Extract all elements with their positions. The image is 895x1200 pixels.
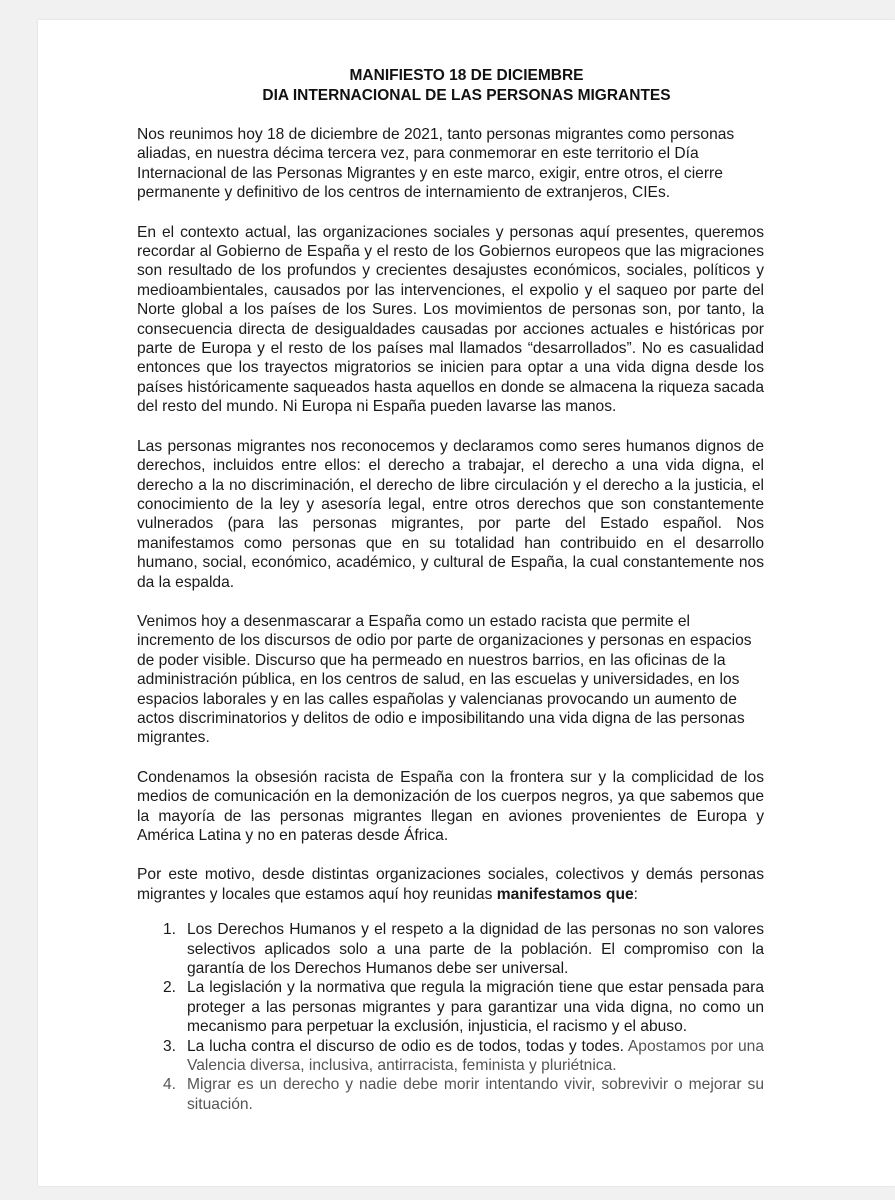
manifest-intro-text: Por este motivo, desde distintas organizaciones sociales, colectivos y demás personas migrantes y locales que estamos aquí hoy reunidas xyxy=(137,866,764,903)
paragraph-context: En el contexto actual, las organizaciones sociales y personas aquí presentes, queremos recordar al Gobierno de España y el resto de los Gobiernos europeos que las migraciones son resultado de los profundos y crecientes desajustes económicos, sociales, políticos y medioambientales, causados por las intervenciones, el expolio y el saqueo por parte del Norte global a los países de los Sures. Los movimientos de personas son, por tanto, la consecuencia directa de desigualdades causadas por acciones actuales e históricas por parte de Europa y el resto de los países mal llamados “desarrollados”. No es casualidad entonces que los trayectos migratorios se inicien para optar a una vida digna desde los países históricamente saqueados hasta aquellos en donde se almacena la riqueza sacada del resto del mundo. Ni Europa ni España pueden lavarse las manos. xyxy=(137,223,764,416)
list-item-text: Migrar es un derecho y nadie debe morir intentando vivir, sobrevivir o mejorar su situación. xyxy=(187,1076,764,1113)
document-title xyxy=(38,66,895,106)
list-item-text: La lucha contra el discurso de odio es de todos, todas y todes. xyxy=(187,1037,628,1055)
manifest-colon: : xyxy=(633,885,638,903)
list-item-text: Los Derechos Humanos y el respeto a la dignidad de las personas no son valores selectivos aplicados solo a una parte de la población. El compromiso con la garantía de los Derechos Humanos debe ser universal. xyxy=(187,921,764,978)
title-line-1: MANIFIESTO 18 DE DICIEMBRE xyxy=(349,67,584,84)
list-item xyxy=(137,978,764,1036)
document-page xyxy=(38,20,895,1186)
list-item-text: La legislación y la normativa que regula la migración tiene que estar pensada para proteger a las personas migrantes y para garantizar una vida digna, no como un mecanismo para perpetuar la exclusión, injusticia, el racismo y el abuso. xyxy=(187,979,764,1036)
list-item-text-grey: Apostamos por una Valencia diversa, inclusiva, antirracista, feminista y pluriétnica. xyxy=(187,1037,764,1075)
list-item xyxy=(137,1075,764,1114)
paragraph-manifest xyxy=(137,865,764,904)
manifest-bold-text: manifestamos que xyxy=(496,885,634,903)
list-item xyxy=(137,1037,764,1076)
paragraph-racism: Venimos hoy a desenmascarar a España como un estado racista que permite el incremento de los discursos de odio por parte de organizaciones y personas en espacios de poder visible. Discurso que ha permeado en nuestros barrios, en las oficinas de la administración pública, en los centros de salud, en las escuelas y universidades, en los espacios laborales y en las calles españolas y valencianas provocando un aumento de actos discriminatorios y delitos de odio e imposibilitando una vida digna de las personas migrantes. xyxy=(137,612,752,747)
list-number: 4. xyxy=(163,1076,177,1094)
paragraph-rights: Las personas migrantes nos reconocemos y declaramos como seres humanos dignos de derechos, incluidos entre ellos: el derecho a trabajar, el derecho a una vida digna, el derecho a la no discriminación, el derecho de libre circulación y el derecho a la justicia, el conocimiento de la ley y asesoría legal, entre otros derechos que son constantemente vulnerados (para las personas migrantes, por parte del Estado español. Nos manifestamos como personas que en su totalidad han contribuido en el desarrollo humano, social, económico, académico, y cultural de España, la cual constantemente nos da la espalda. xyxy=(137,437,764,591)
list-number: 2. xyxy=(163,979,177,997)
list-number: 1. xyxy=(163,921,177,939)
paragraph-border: Condenamos la obsesión racista de España con la frontera sur y la complicidad de los medios de comunicación en la demonización de los cuerpos negros, ya que sabemos que la mayoría de las personas migrantes llegan en aviones provenientes de Europa y América Latina y no en pateras desde África. xyxy=(137,768,764,844)
list-item xyxy=(137,920,764,978)
manifesto-points xyxy=(137,920,764,1114)
list-number: 3. xyxy=(163,1037,177,1055)
paragraph-intro: Nos reunimos hoy 18 de diciembre de 2021, tanto personas migrantes como personas aliadas, en nuestra décima tercera vez, para conmemorar en este territorio el Día Internacional de las Personas Migrantes y en este marco, exigir, entre otros, el cierre permanente y definitivo de los centros de internamiento de extranjeros, CIEs. xyxy=(137,126,735,202)
document-body xyxy=(137,125,764,1114)
title-line-2: DIA INTERNACIONAL DE LAS PERSONAS MIGRANTES xyxy=(262,87,671,104)
